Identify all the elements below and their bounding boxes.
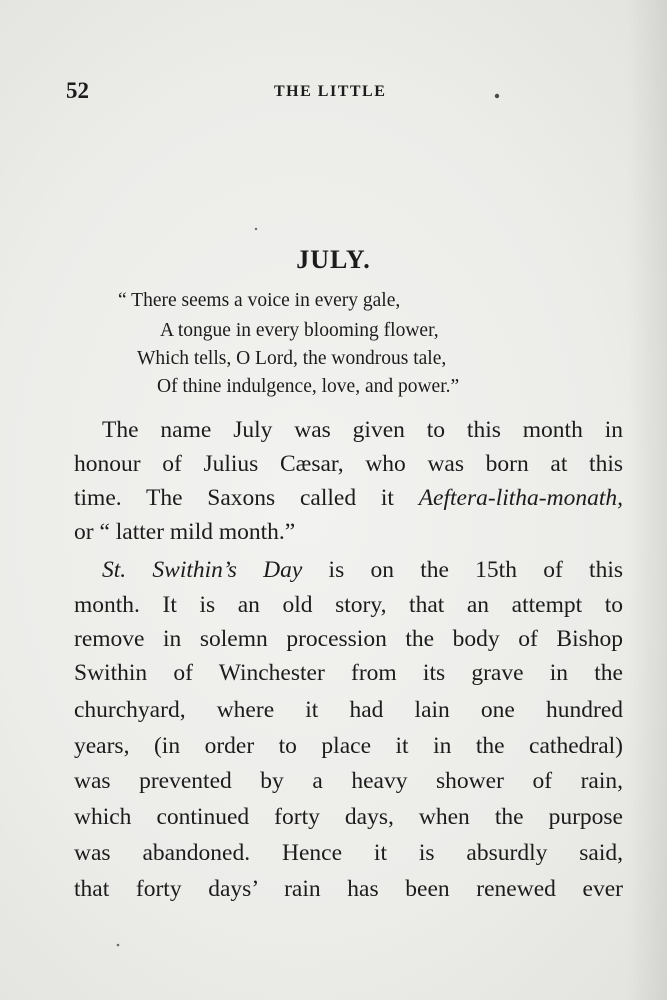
paragraph-line: was abandoned. Hence it is absurdly said, [74, 840, 623, 866]
paragraph-line: or “ latter mild month.” [74, 519, 296, 545]
ink-speck [495, 94, 499, 98]
italic-term: Aeftera-litha-monath, [418, 485, 623, 511]
paragraph-line: Swithin of Winchester from its grave in the [74, 660, 623, 686]
epigraph-line: Of thine indulgence, love, and power.” [157, 376, 460, 397]
epigraph-line: “ There seems a voice in every gale, [118, 290, 401, 311]
paragraph-line: month. It is an old story, that an attempt to [74, 592, 623, 618]
chapter-title: JULY. [296, 245, 371, 274]
paragraph-line: remove in solemn procession the body of Bishop [74, 626, 623, 652]
page-number: 52 [66, 78, 89, 103]
epigraph-line: A tongue in every blooming flower, [160, 320, 439, 341]
paragraph-line: which continued forty days, when the purpose [74, 804, 623, 830]
paragraph-line: that forty days’ rain has been renewed ever [74, 876, 623, 902]
ink-speck [117, 944, 120, 947]
paragraph-line: years, (in order to place it in the cathedral) [74, 733, 623, 759]
running-head: THE LITTLE [274, 83, 387, 100]
ink-speck [255, 228, 257, 230]
epigraph-line: Which tells, O Lord, the wondrous tale, [137, 348, 447, 369]
paragraph-line: The name July was given to this month in [102, 417, 623, 443]
italic-term: St. Swithin’s Day [102, 557, 303, 583]
text-run: is on the 15th of this [302, 557, 623, 583]
paragraph-line: was prevented by a heavy shower of rain, [74, 768, 623, 794]
paragraph-line: churchyard, where it had lain one hundred [74, 697, 623, 723]
paragraph-line: honour of Julius Cæsar, who was born at this [74, 451, 623, 477]
text-run: time. The Saxons called it [74, 485, 419, 511]
